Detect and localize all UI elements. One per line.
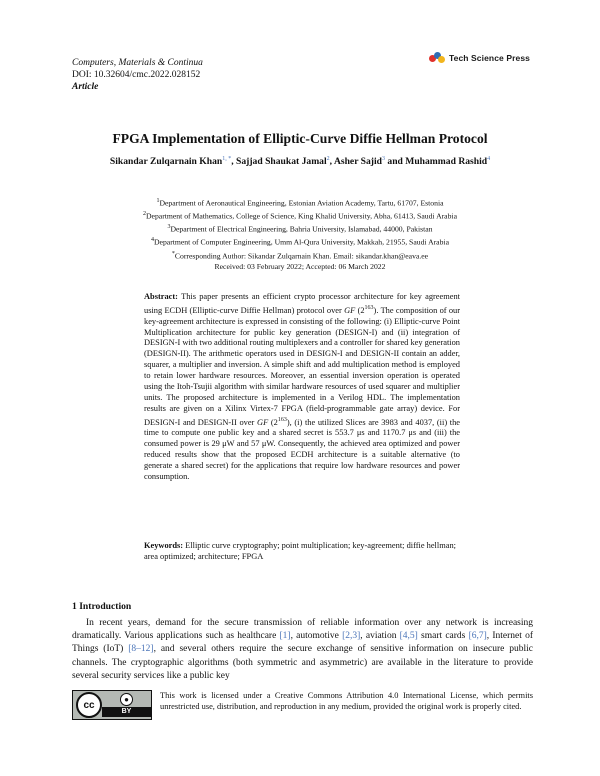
affiliation-text: Department of Mathematics, College of Science, King Khalid University, Abha, 61413, Saudi Arabia [146,211,457,221]
abstract-math: (2 [270,417,278,427]
received-accepted-dates: Received: 03 February 2022; Accepted: 06 March 2022 [214,261,386,271]
citation-link[interactable]: [1] [279,631,291,642]
abstract [144,292,460,483]
affiliation-text: Department of Computer Engineering, Umm Al-Qura University, Makkah, 21955, Saudi Arabia [154,238,449,248]
publisher-name: Tech Science Press [448,53,530,63]
section-heading-introduction: 1 Introduction [72,601,132,612]
abstract-text: ). The composition of our key-agreement architecture is expressed in consisting of the following: (i) Elliptic-curve Point Multiplication architecture for public key generation (DESIGN-I) and (ii) integration of DESIGN-I with two additional routing multiplexers and a controller for shared key generation (DESIGN-II). The arithmetic operators used in DESIGN-I and DESIGN-II contain an adder, squarer, a multiplier and inversion. A simple shift and add multiplication method is employed to retain lower hardware resources. Moreover, an essential inversion operation is operated using the Itoh-Tsujii algorithm with similar hardware resources of used squarer and multiplier units. The proposed architecture is implemented in a Verilog HDL. The implementation results are given on a Xilinx Virtex-7 FPGA (field-programmable gate array) device. For DESIGN-I and DESIGN-II over [144,305,461,427]
affiliation [0,209,600,222]
affiliation-text: Department of Aeronautical Engineering, Estonian Aviation Academy, Tartu, 61707, Estonia [159,198,444,208]
affiliation [0,196,600,209]
author-name: Sajjad Shaukat Jamal [236,156,327,168]
keywords-text: Elliptic curve cryptography; point multiplication; key-agreement; diffie hellman; area optimized; architecture; FPGA [144,541,456,561]
author-name: Muhammad Rashid [405,156,488,168]
abstract-math-exp: 163 [364,304,374,311]
affiliation-sup: 1 [156,198,160,204]
author-list [0,156,600,167]
citation-link[interactable]: [8–12] [128,644,154,655]
citation-link[interactable]: [4,5] [399,631,418,642]
intro-text: , automotive [290,631,343,642]
citation-link[interactable]: [6,7] [468,631,487,642]
affiliation-text: Department of Electrical Engineering, Bahria University, Islamabad, 44000, Pakistan [170,224,433,234]
affiliation-text: Corresponding Author: Sikandar Zulqarnain Khan. Email: sikandar.khan@eava.ee [174,251,429,261]
license-text: This work is licensed under a Creative Commons Attribution 4.0 International License, which permits unrestricted use, distribution, and reproduction in any medium, provided the original work is properly cited. [160,691,533,711]
author-name: Asher Sajid [333,156,383,168]
abstract-math: (2 [357,305,365,315]
affiliation-sup: 2 [143,211,146,218]
keywords [144,541,460,563]
journal-name: Computers, Materials & Continua [72,58,203,68]
abstract-math: GF [257,417,269,427]
keywords-label: Keywords: [144,541,184,550]
cc-label: cc [83,699,95,711]
creative-commons-icon [76,692,102,718]
intro-text: , and several others require the secure exchange of sensitive information on insecure public channels. The cryptographic algorithms (both symmetric and asymmetric) are available in the literature to provide several security services like a public key [72,644,533,681]
author-affil-sup[interactable]: 1, * [222,156,232,162]
author-separator: , [329,156,334,168]
intro-text: , aviation [360,631,400,642]
abstract-label: Abstract: [144,292,178,301]
introduction-paragraph [72,617,533,683]
author-affil-sup[interactable]: 2 [326,156,330,162]
attribution-part [102,691,151,719]
author-separator: , [231,156,237,168]
by-label: BY [102,707,151,717]
intro-text: , Internet of Things (IoT) [72,631,533,655]
abstract-text: This paper presents an efficient crypto processor architecture for key agreement using ECDH (Elliptic-curve Diffie Hellman) protocol over [144,292,460,315]
abstract-math: GF [344,305,356,315]
affiliation-sup: * [171,250,175,257]
author-affil-sup[interactable]: 4 [487,156,491,162]
abstract-text: ), (i) the utilized Slices are 3983 and 4037, (ii) the time to compute one public key and a shared secret is 553.7 μs and 1170.7 μs and (iii) the consumed power is 29 μW and 57 μW. Consequently, the achieved area optimized and power reduced results show that the proposed ECDH architecture is a suitable alternative (to generate a shared secret) for the applications that require low hardware resources and power consumption. [144,417,461,482]
article-type: Article [72,82,99,92]
publisher-logo[interactable] [429,52,530,64]
affiliation-sup: 4 [151,237,154,244]
affiliation [0,222,600,235]
paper-title: FPGA Implementation of Elliptic-Curve Diffie Hellman Protocol [112,131,488,146]
affiliations [0,196,600,272]
cc-by-license-badge[interactable] [72,690,152,720]
publisher-mark-icon [429,52,447,64]
person-icon: ● [120,693,133,706]
author-affil-sup[interactable]: 3 [382,156,386,162]
abstract-math-exp: 163 [277,416,287,423]
affiliation [0,235,600,248]
author-separator: and [385,156,406,168]
citation-link[interactable]: [2,3] [342,631,361,642]
doi-link[interactable]: DOI: 10.32604/cmc.2022.028152 [72,70,201,80]
author-name: Sikandar Zulqarnain Khan [109,156,223,168]
corresponding-author [0,249,600,262]
intro-text: In recent years, demand for the secure transmission of reliable information over any network is increasing dramatically. Various applications such as healthcare [72,618,533,642]
intro-text: smart cards [417,631,469,642]
affiliation-sup: 3 [167,224,171,231]
